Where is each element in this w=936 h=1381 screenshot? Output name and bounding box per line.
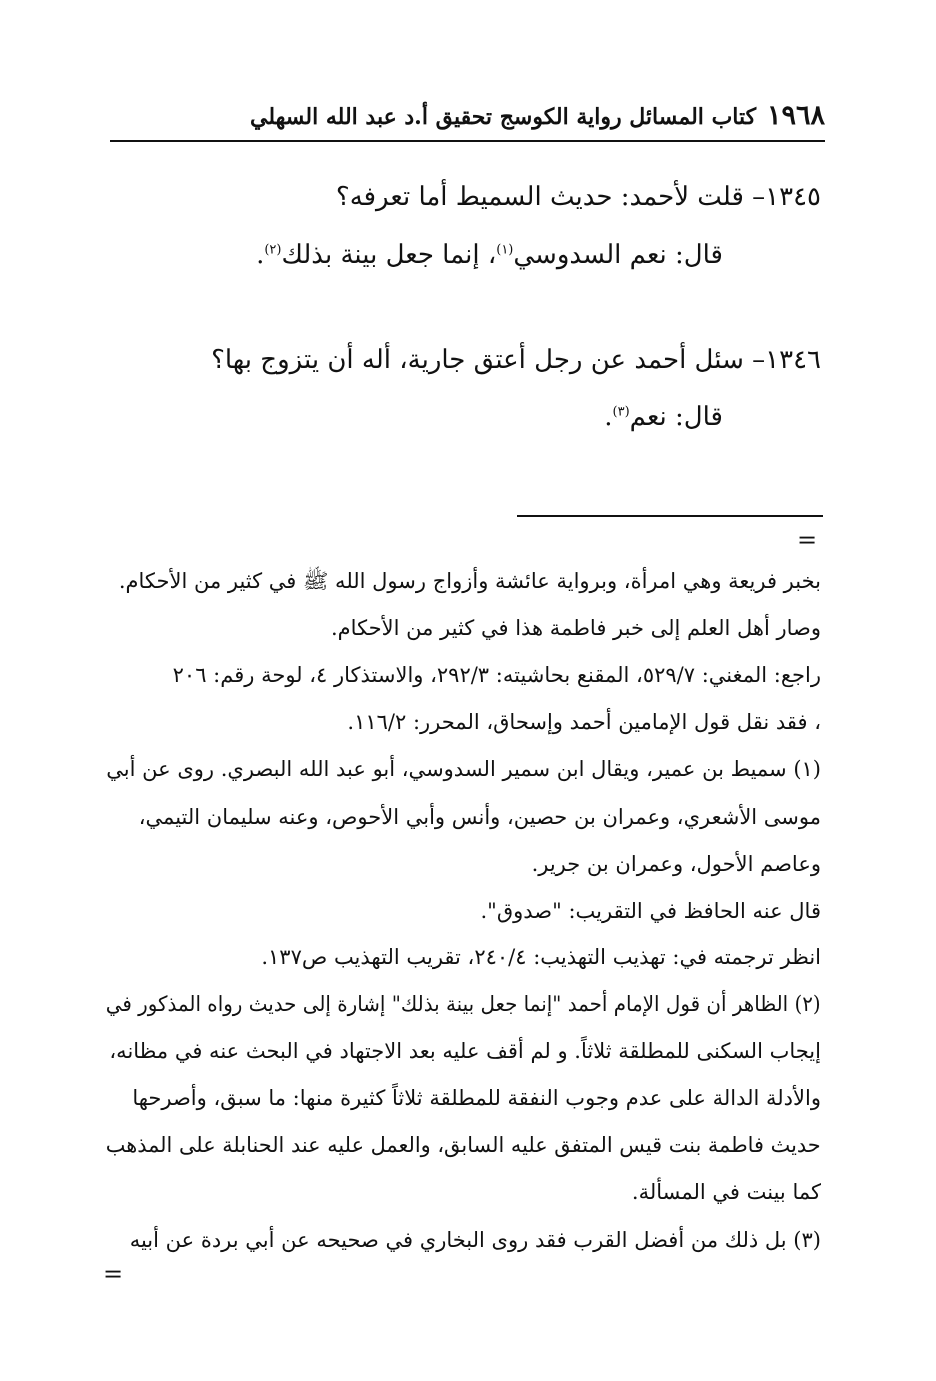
footnote-ref-2: (٢) — [264, 242, 282, 258]
footnote-line: وصار أهل العلم إلى خبر فاطمة هذا في كثير من الأحكام. — [331, 616, 821, 640]
end-continuation-mark: = — [103, 1260, 124, 1288]
footnote-line: راجع: المغني: ٥٢٩/٧، المقنع بحاشيته: ٢٩٢/٣، والاستذكار ٤، لوحة رقم: ٢٠٦ — [172, 663, 821, 687]
answer-text: قال: نعم السدوسي — [513, 240, 723, 270]
footnote-2-line: كما بينت في المسألة. — [631, 1180, 821, 1204]
answer-text-continued: ، إنما جعل بينة بذلك — [281, 240, 497, 270]
footnote-2-line: والأدلة الدالة على عدم وجوب النفقة للمطلقة ثلاثاً كثيرة منها: ما سبق، وأصرحها — [132, 1086, 821, 1110]
running-title: كتاب المسائل رواية الكوسج تحقيق أ.د عبد الله السهلي — [250, 104, 757, 130]
page-number: ١٩٦٨ — [766, 100, 825, 131]
footnote-line: ، فقد نقل قول الإمامين أحمد وإسحاق، المحرر: ١١٦/٢. — [347, 710, 821, 734]
header-rule — [110, 140, 825, 142]
footnote-line: بخبر فريعة وهي امرأة، وبرواية عائشة وأزواج رسول الله ﷺ في كثير من الأحكام. — [118, 569, 821, 593]
footnote-2-line: حديث فاطمة بنت قيس المتفق عليه السابق، والعمل عليه عند الحنابلة على المذهب — [106, 1133, 821, 1157]
footnote-ref-1: (١) — [496, 242, 514, 258]
footnote-1-line: قال عنه الحافظ في التقريب: "صدوق". — [480, 899, 821, 923]
footnote-1-line: (١) سميط بن عمير، ويقال ابن سمير السدوسي، أبو عبد الله البصري. روى عن أبي — [106, 757, 821, 781]
answer-1345 — [256, 240, 723, 270]
answer-1346 — [604, 402, 723, 432]
footnote-1-line: وعاصم الأحول، وعمران بن جرير. — [531, 852, 821, 876]
answer-end: . — [256, 240, 265, 270]
footnote-3-line: (٣) بل ذلك من أفضل القرب فقد روى البخاري في صحيحه عن أبي بردة عن أبيه — [129, 1228, 821, 1252]
footnote-separator — [517, 515, 823, 517]
footnote-1-line: موسى الأشعري، وعمران بن حصين، وأنس وأبي الأحوص، وعنه سليمان التيمي، — [138, 805, 821, 829]
footnote-2-line: (٢) الظاهر أن قول الإمام أحمد "إنما جعل بينة بذلك" إشارة إلى حديث رواه المذكور في — [106, 992, 821, 1016]
answer-end: . — [604, 402, 613, 432]
footnote-1-line: انظر ترجمته في: تهذيب التهذيب: ٢٤٠/٤، تقريب التهذيب ص١٣٧. — [261, 945, 821, 969]
question-1345: ١٣٤٥– قلت لأحمد: حديث السميط أما تعرفه؟ — [335, 182, 821, 212]
answer-text: قال: نعم — [629, 402, 723, 432]
continuation-mark: = — [797, 526, 818, 554]
footnote-ref-3: (٣) — [612, 404, 630, 420]
question-1346: ١٣٤٦– سئل أحمد عن رجل أعتق جارية، أله أن يتزوج بها؟ — [211, 345, 821, 375]
page-header — [110, 100, 825, 140]
footnote-2-line: إيجاب السكنى للمطلقة ثلاثاً. و لم أقف عليه بعد الاجتهاد في البحث عنه في مظانه، — [109, 1039, 821, 1063]
